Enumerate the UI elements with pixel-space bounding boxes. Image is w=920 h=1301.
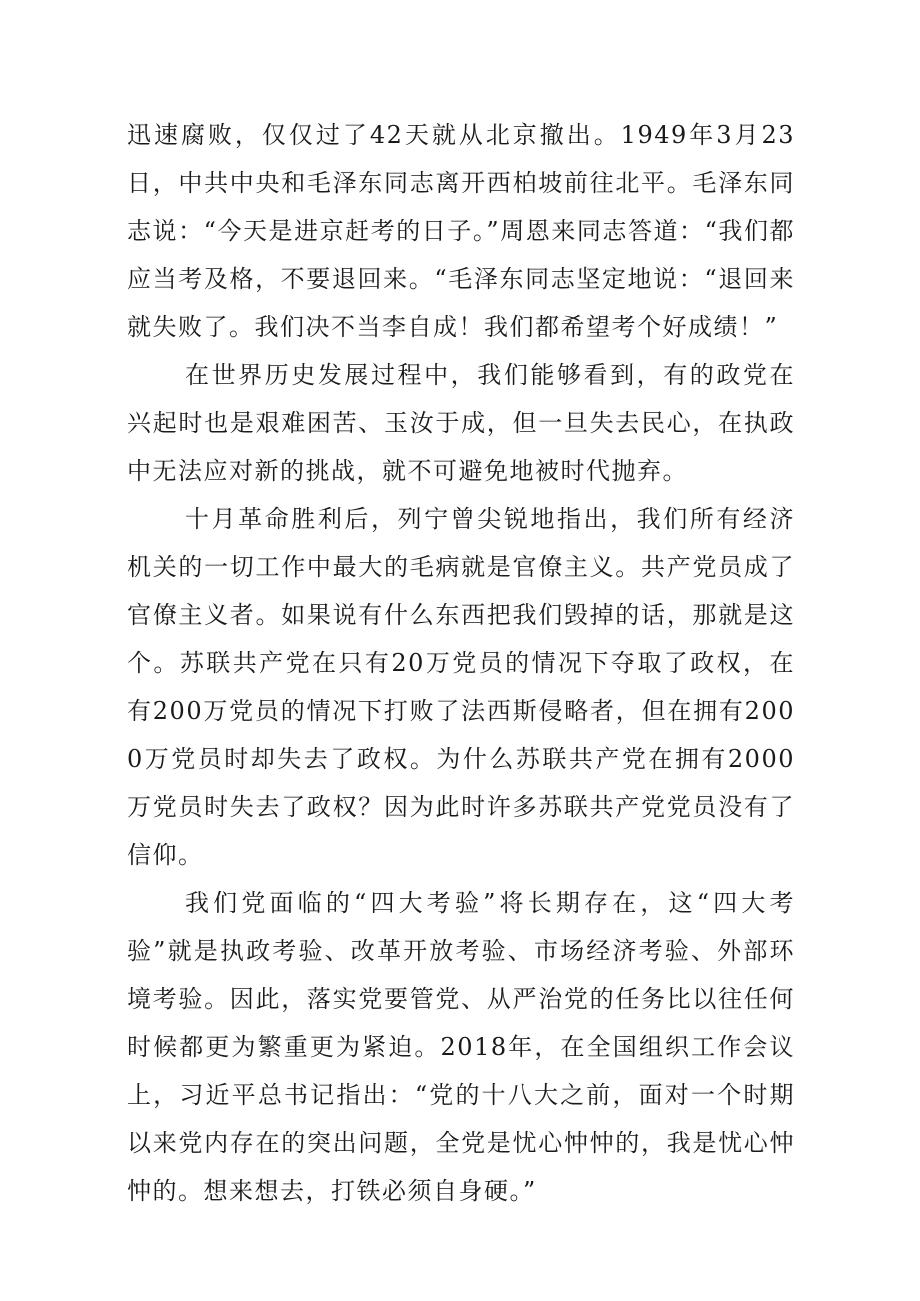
paragraph-3: 十月革命胜利后，列宁曾尖锐地指出，我们所有经济机关的一切工作中最大的毛病就是官僚主义。共产党员成了官僚主义者。如果说有什么东西把我们毁掉的话，那就是这个。苏联共产党在只有20万党员的情况下夺取了政权，在有200万党员的情况下打败了法西斯侵略者，但在拥有2000万党员时却失去了政权。为什么苏联共产党在拥有2000万党员时失去了政权？因为此时许多苏联共产党党员没有了信仰。 xyxy=(127,505,795,869)
paragraph-4: 我们党面临的“四大考验”将长期存在，这“四大考验”就是执政考验、改革开放考验、市场经济考验、外部环境考验。因此，落实党要管党、从严治党的任务比以往任何时候都更为繁重更为紧迫。2018年，在全国组织工作会议上，习近平总书记指出：“党的十八大之前，面对一个时期以来党内存在的突出问题，全党是忧心忡忡的，我是忧心忡忡的。想来想去，打铁必须自身硬。” xyxy=(127,889,795,1205)
paragraph-1: 迅速腐败，仅仅过了42天就从北京撤出。1949年3月23日，中共中央和毛泽东同志离开西柏坡前往北平。毛泽东同志说：“今天是进京赶考的日子。”周恩来同志答道：“我们都应当考及格，不要退回来。“毛泽东同志坚定地说：“退回来就失败了。我们决不当李自成！我们都希望考个好成绩！” xyxy=(127,121,795,341)
paragraph-2: 在世界历史发展过程中，我们能够看到，有的政党在兴起时也是艰难困苦、玉汝于成，但一旦失去民心，在执政中无法应对新的挑战，就不可避免地被时代抛弃。 xyxy=(127,361,795,485)
document-body xyxy=(127,111,795,1215)
